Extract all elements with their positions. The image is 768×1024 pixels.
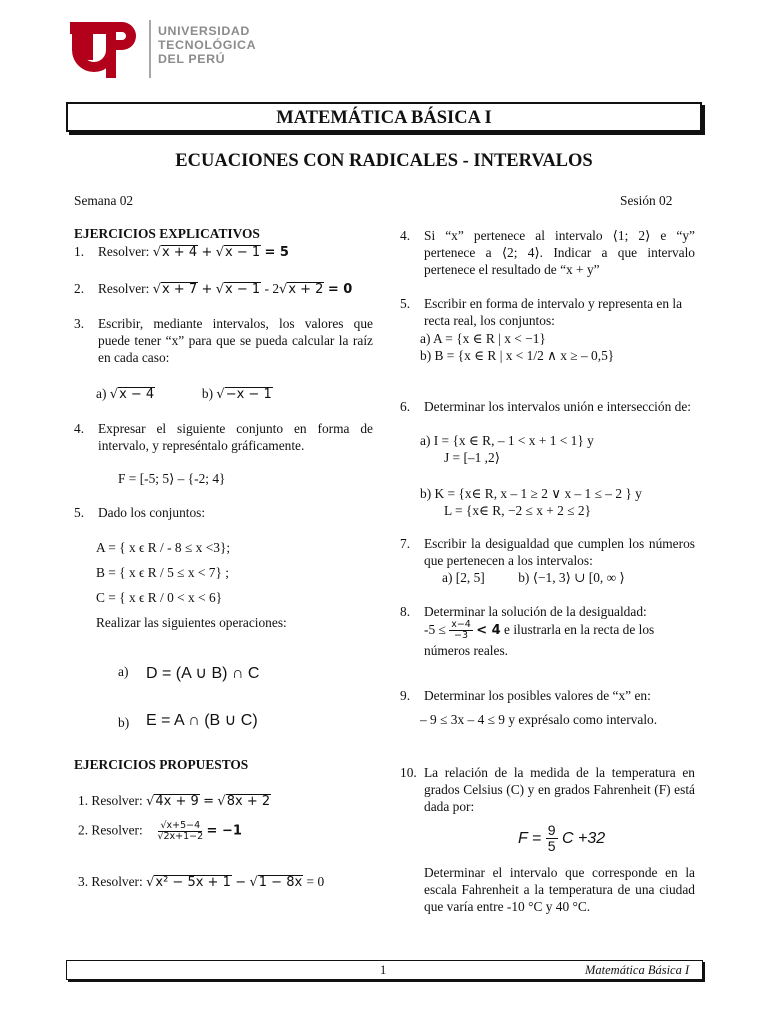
fraction-denominator: √2x+1−2 [157,831,204,842]
item-number: 2. [74,281,85,296]
radicand: x² − 5x + 1 [155,875,231,890]
intervals-r7: a) [2, 5] b) ⟨−1, 3⟩ ∪ [0, ∞ ⟩ [442,570,625,585]
item-number: 4. [74,421,85,436]
item-text: Dado los conjuntos: [98,505,206,520]
footer-course-label: Matemática Básica I [585,963,690,977]
resolver-label: Resolver: [91,874,143,889]
item-number: 1. [78,793,89,808]
fraction [546,823,558,854]
formula-rhs: C +32 [561,830,606,847]
item-number: 9. [400,688,411,703]
set-A: A = { x ϵ R / - 8 ≤ x <3}; [96,540,231,555]
right-column [400,227,696,917]
inequality-rhs: < 4 [476,623,501,638]
explicativos-heading: EJERCICIOS EXPLICATIVOS [74,226,260,241]
case-label: a) [96,386,107,401]
equation-rhs: = 5 [264,245,289,260]
item-text: Escribir, mediante intervalos, los valores que puede tener “x” para que se pueda calcular la raíz en cada caso: [98,316,373,365]
equation-rhs: = −1 [206,823,242,839]
item-text: La relación de la medida de la temperatura en grados Celsius (C) y en grados Fahrenheit (F) está dada por: [424,765,695,814]
fraction-denominator: 5 [547,838,556,855]
operator: + [201,245,213,260]
op-a-expression: D = (A ∪ B) ∩ C [146,665,260,682]
item-text: Escribir en forma de intervalo y representa en la recta real, los conjuntos: [424,296,683,328]
equation-rhs: = 0 [306,874,325,889]
item-number: 5. [400,296,411,311]
item-text: Determinar los posibles valores de “x” en: [424,688,651,703]
resolver-label: Resolver: [91,822,143,838]
item-number: 3. [74,316,85,331]
exercise-r10-question: Determinar el intervalo que corresponde en la escala Fahrenheit a la temperatura de una ciudad que varía entre -10 °C y 40 °C. [424,865,695,914]
inequality-r9: – 9 ≤ 3x – 4 ≤ 9 y exprésalo como intervalo. [420,712,658,727]
item-text: Escribir la desigualdad que cumplen los números que pertenecen a los intervalos: [424,536,695,568]
item-number: 8. [400,604,411,619]
radicand: x − 4 [119,387,155,402]
exercise-p2 [78,821,242,842]
fraction [449,620,473,641]
item-number: 1. [74,244,85,259]
set-J: J = [–1 ,2⟩ [444,450,500,465]
operations-instruction: Realizar las siguientes operaciones: [96,615,287,630]
item-number: 2. [78,822,89,838]
radicand: 4x + 9 [155,794,199,809]
set-B: B = { x ϵ R / 5 ≤ x < 7} ; [96,565,229,580]
university-line-3: DEL PERÚ [158,52,226,66]
item-text: e ilustrarla en la recta de los números reales. [424,622,655,659]
op-a-label: a) [118,664,129,679]
set-B-r5: b) B = {x ∈ R | x < 1/2 ∧ x ≥ – 0,5} [420,348,615,363]
fraction [157,821,203,842]
exercise-p1: 1. Resolver: √4x + 9 = √8x + 2 [78,793,271,809]
operator: = [203,794,215,809]
propuestos-heading: EJERCICIOS PROPUESTOS [74,757,249,772]
op-b-expression: E = A ∩ (B ∪ C) [146,712,258,729]
case-label: b) [201,386,214,401]
inequality-lhs: -5 ≤ [424,622,446,637]
left-column [74,225,374,915]
radicand: x + 7 [161,282,198,297]
radicand: 1 − 8x [258,875,303,890]
radicand: x − 1 [225,282,261,297]
resolver-label: Resolver: [91,793,143,808]
fraction-numerator: x−4 [451,619,471,631]
radicand: x + 2 [288,282,324,297]
item-text: Si “x” pertenece al intervalo ⟨1; 2⟩ e “y” pertenece a ⟨2; 4⟩. Indicar a que intervalo pertenece el resultado de “x + y” [424,228,695,277]
fraction-numerator: 9 [547,822,556,839]
set-L: L = {x∈ R, −2 ≤ x + 2 ≤ 2} [444,503,592,518]
university-line-1: UNIVERSIDAD [158,24,250,38]
page-number: 1 [380,963,387,977]
item-number: 6. [400,399,411,414]
week-label: Semana 02 [74,193,134,208]
item-number: 7. [400,536,411,551]
set-A-r5: a) A = {x ∈ R | x < −1} [420,331,546,346]
resolver-label: Resolver: [98,244,150,259]
fraction-denominator: −3 [454,630,469,642]
radicand: x − 1 [225,245,261,260]
topic-title: ECUACIONES CON RADICALES - INTERVALOS [175,151,593,171]
inequality-r8 [424,620,696,661]
university-line-2: TECNOLÓGICA [158,38,257,52]
radicand: x + 4 [161,245,198,260]
course-title: MATEMÁTICA BÁSICA I [276,108,492,128]
set-C: C = { x ϵ R / 0 < x < 6} [96,590,223,605]
set-I: a) I = {x ∈ R, – 1 < x + 1 < 1} y [420,433,594,448]
university-name [158,24,256,66]
set-K: b) K = {x∈ R, x – 1 ≥ 2 ∨ x – 1 ≤ – 2 } y [420,486,642,501]
item-number: 4. [400,228,411,243]
operator: − [235,875,247,890]
operator: + [201,282,213,297]
item-text: Resolver: √x + 7 + √x − 1 - 2√x + 2 = 0 [98,281,353,297]
item-number: 5. [74,505,85,520]
radicand: 8x + 2 [226,794,271,809]
item-number: 10. [400,765,417,780]
item-text: Determinar los intervalos unión e intersección de: [424,399,691,414]
exercise-e3-cases: a) √x − 4 b) √−x − 1 [96,386,272,402]
operator: - 2 [264,281,280,296]
fahrenheit-formula [518,821,605,857]
op-b-label: b) [118,715,130,730]
exercise-p3: 3. Resolver: √x² − 5x + 1 − √1 − 8x = 0 [78,874,325,890]
item-text: Expresar el siguiente conjunto en forma de intervalo, y represéntalo gráficamente. [98,421,373,453]
session-label: Sesión 02 [620,193,673,208]
set-F: F = [-5; 5⟩ – {-2; 4} [118,471,226,486]
fraction-numerator: √x+5−4 [160,820,201,831]
resolver-label: Resolver: [98,281,150,296]
utp-logo [70,20,142,80]
formula-lhs: F = [518,830,542,847]
radicand: −x − 1 [225,387,272,402]
equation-rhs: = 0 [327,282,353,297]
course-title-box [66,102,702,132]
item-text: Resolver: √x + 4 + √x − 1 = 5 [98,244,289,260]
item-number: 3. [78,874,89,889]
logo-divider [149,20,151,78]
item-text: Determinar la solución de la desigualdad: [424,604,647,619]
